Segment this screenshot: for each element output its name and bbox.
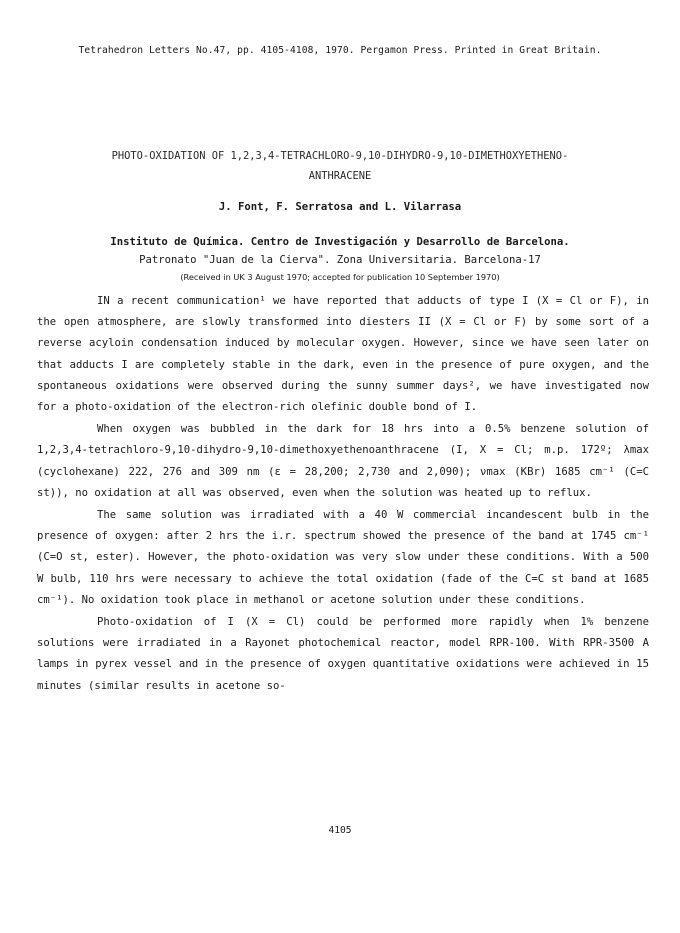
author-list: J. Font, F. Serratosa and L. Vilarrasa — [218, 201, 462, 213]
received-dates: (Received in UK 3 August 1970; accepted for publication 10 September 1970) — [180, 272, 500, 282]
paragraph: When oxygen was bubbled in the dark for 18 hrs into a 0.5% benzene solution of 1,2,3,4-tetrachloro-9,10-dihydro-9,10-dimethoxyethenoanthracene (I, X = Cl; m.p. 172º; λmax (cyclohexane) 222, 276 and 309 nm (ε = 28,200; 2,730 and 2,090); νmax (KBr) 1685 cm⁻¹ (C=C st)), no oxidation at all was observed, even when the solution was heated up to reflux. — [37, 423, 649, 499]
title-line-1: PHOTO-OXIDATION OF 1,2,3,4-TETRACHLORO-9,10-DIHYDRO-9,10-DIMETHOXYETHENO- — [111, 150, 569, 162]
article-title — [0, 146, 680, 186]
paragraph: IN a recent communication¹ we have reported that adducts of type I (X = Cl or F), in the open atmosphere, are slowly transformed into diesters II (X = Cl or F) by some sort of a reverse acyloin condensation induced by molecular oxygen. However, since we have seen later on that adducts I are completely stable in the dark, even in the presence of pure oxygen, and the spontaneous oxidations were observed during the sunny summer days², we have investigated now for a photo-oxidation of the electron-rich olefinic double bond of I. — [37, 295, 649, 414]
article-body — [37, 291, 649, 697]
paragraph: The same solution was irradiated with a 40 W commercial incandescent bulb in the presence of oxygen: after 2 hrs the i.r. spectrum showed the presence of the band at 1745 cm⁻¹ (C=O st, ester). However, the photo-oxidation was very slow under these conditions. With a 500 W bulb, 110 hrs were necessary to achieve the total oxidation (fade of the C=C st band at 1685 cm⁻¹). No oxidation took place in methanol or acetone solution under these conditions. — [37, 509, 649, 606]
paragraph: Photo-oxidation of I (X = Cl) could be performed more rapidly when 1% benzene solutions were irradiated in a Rayonet photochemical reactor, model RPR-100. With RPR-3500 A lamps in pyrex vessel and in the presence of oxygen quantitative oxidations were achieved in 15 minutes (similar results in acetone so- — [37, 616, 649, 692]
affiliation-line-1: Instituto de Química. Centro de Investigación y Desarrollo de Barcelona. — [110, 236, 570, 248]
title-line-2: ANTHRACENE — [308, 170, 372, 182]
page-number: 4105 — [328, 825, 352, 836]
affiliation — [0, 233, 680, 269]
affiliation-line-2: Patronato "Juan de la Cierva". Zona Universitaria. Barcelona-17 — [139, 254, 541, 266]
running-header: Tetrahedron Letters No.47, pp. 4105-4108, 1970. Pergamon Press. Printed in Great Britain. — [78, 45, 602, 56]
